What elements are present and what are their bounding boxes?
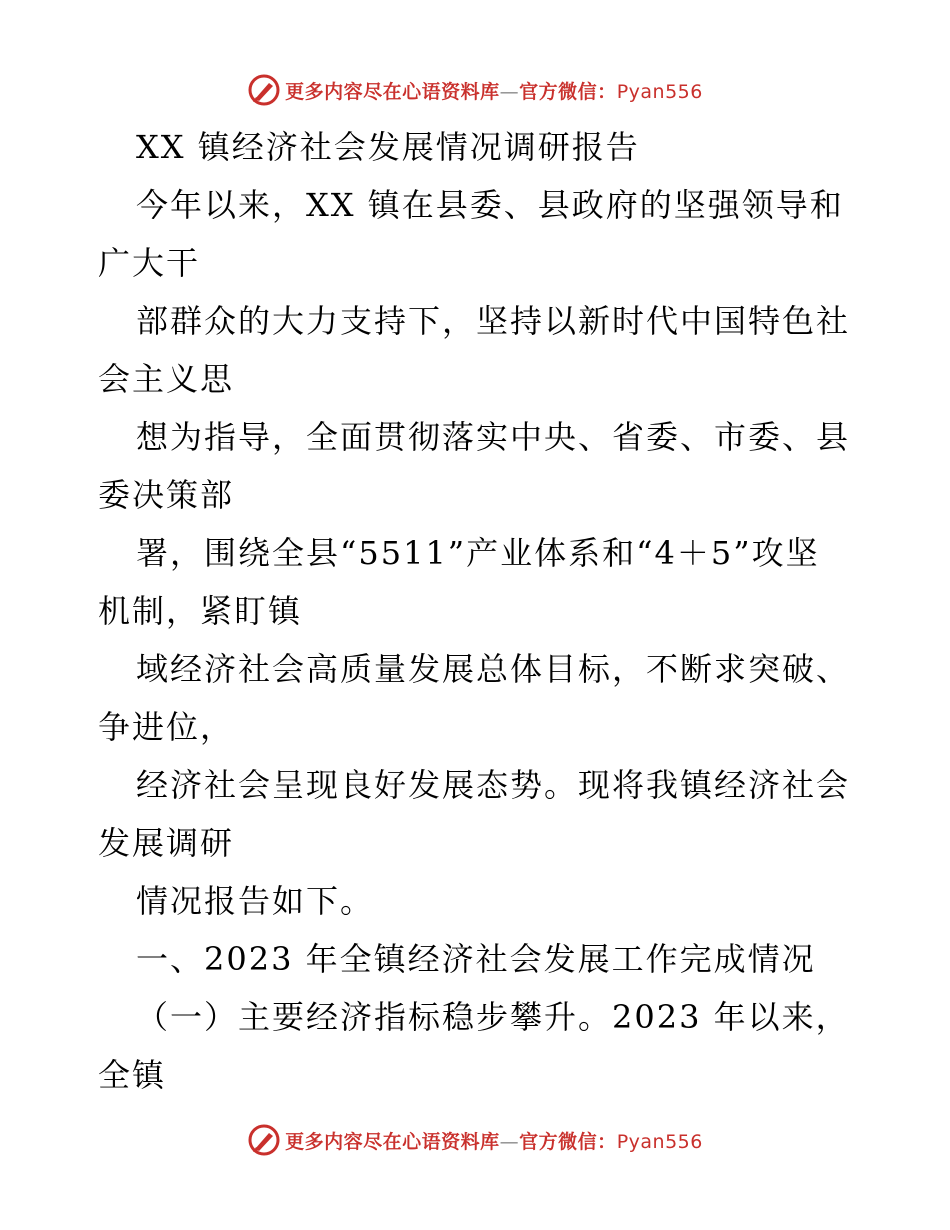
- pen-logo-icon: [247, 1123, 281, 1157]
- banner-wechat-id: Pyan556: [616, 1130, 703, 1153]
- paragraph-line: 全镇: [98, 1056, 167, 1094]
- banner-wechat-label: 官方微信：: [519, 1130, 617, 1153]
- document-title: XX 镇经济社会发展情况调研报告: [136, 128, 640, 166]
- banner-wechat-id: Pyan556: [616, 80, 703, 103]
- banner-separator: —: [499, 80, 520, 103]
- paragraph-line: 机制，紧盯镇: [98, 592, 303, 630]
- paragraph-line: 会主义思: [98, 360, 235, 398]
- paragraph-line: 想为指导，全面贯彻落实中央、省委、市委、县: [136, 418, 851, 456]
- banner-prefix: 更多内容尽在心语资料库: [285, 80, 500, 103]
- paragraph-line: 今年以来，XX 镇在县委、县政府的坚强领导和: [136, 186, 844, 224]
- banner-text: [285, 77, 703, 104]
- subsection-heading: （一）主要经济指标稳步攀升。2023 年以来，: [136, 998, 850, 1036]
- banner-separator: —: [499, 1130, 520, 1153]
- paragraph-line: 域经济社会高质量发展总体目标，不断求突破、: [136, 650, 851, 688]
- paragraph-line: 发展调研: [98, 824, 235, 862]
- paragraph-line: 广大干: [98, 244, 201, 282]
- paragraph-line: 委决策部: [98, 476, 235, 514]
- paragraph-line: 经济社会呈现良好发展态势。现将我镇经济社会: [136, 766, 851, 804]
- banner-wechat-label: 官方微信：: [519, 80, 617, 103]
- paragraph-line: 情况报告如下。: [136, 882, 375, 920]
- paragraph-line: 争进位，: [98, 708, 235, 746]
- document-body: [98, 118, 858, 1104]
- footer-watermark-banner: [0, 1120, 950, 1160]
- pen-logo-icon: [247, 73, 281, 107]
- section-heading: 一、2023 年全镇经济社会发展工作完成情况: [136, 940, 816, 978]
- banner-text: [285, 1127, 703, 1154]
- paragraph-line: 部群众的大力支持下，坚持以新时代中国特色社: [136, 302, 851, 340]
- header-watermark-banner: [0, 70, 950, 110]
- paragraph-line: 署，围绕全县“5511”产业体系和“4＋5”攻坚: [136, 534, 820, 572]
- banner-prefix: 更多内容尽在心语资料库: [285, 1130, 500, 1153]
